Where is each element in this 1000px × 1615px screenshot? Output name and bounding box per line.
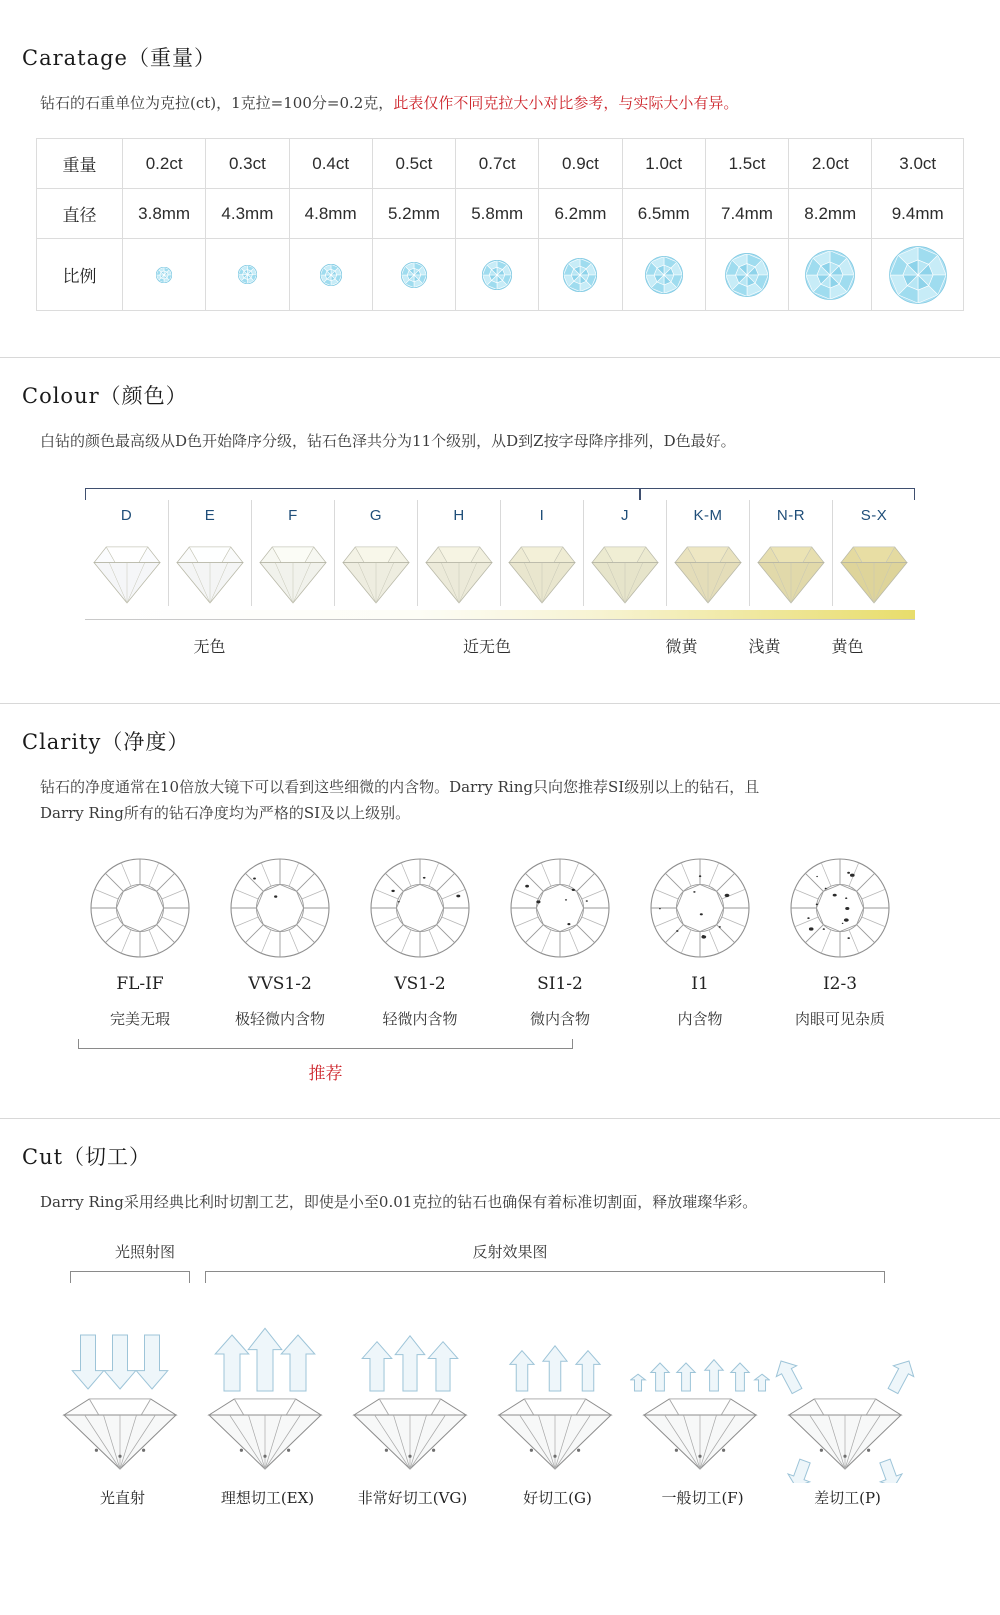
cell-gem-scale [622, 239, 705, 311]
table-row-weight [37, 139, 964, 189]
clarity-name: 内含物 [677, 1010, 723, 1028]
colour-category: 浅黄 [748, 637, 781, 656]
cut-items-row [0, 1287, 1000, 1508]
colour-grade-label: J [621, 507, 629, 524]
cell-diameter: 5.8mm [456, 189, 539, 239]
clarity-item [490, 848, 630, 1029]
caratage-desc-red: 此表仅作不同克拉大小对比参考，与实际大小有异。 [393, 94, 739, 112]
colour-category: 微黄 [665, 637, 698, 656]
diamond-side-icon [833, 528, 915, 606]
cell-gem-scale [539, 239, 622, 311]
cell-gem-scale [872, 239, 964, 311]
caratage-description [0, 82, 1000, 116]
cut-item [195, 1293, 340, 1508]
cell-diameter: 7.4mm [705, 189, 788, 239]
clarity-description [0, 766, 1000, 826]
cut-brace-line-light [70, 1271, 190, 1283]
cell-diameter: 9.4mm [872, 189, 964, 239]
clarity-code: I1 [691, 974, 709, 994]
clarity-item [210, 848, 350, 1029]
cut-diagram-icon [50, 1293, 195, 1483]
cut-item [340, 1293, 485, 1508]
diamond-side-icon [85, 528, 168, 606]
section-title-clarity: Clarity（净度） [0, 703, 1000, 766]
cut-diagram-icon [630, 1293, 775, 1483]
clarity-item [630, 848, 770, 1029]
colour-grade-label: H [453, 507, 465, 524]
cut-description: Darry Ring采用经典比利时切割工艺，即使是小至0.01克拉的钻石也确保有着标准切割面，释放璀璨华彩。 [40, 1193, 758, 1211]
cell-diameter: 4.3mm [206, 189, 289, 239]
colour-grade-cell [85, 500, 168, 606]
cell-diameter: 6.2mm [539, 189, 622, 239]
cell-weight: 1.5ct [705, 139, 788, 189]
clarity-diagram-icon [490, 848, 630, 968]
clarity-name: 轻微内含物 [382, 1010, 458, 1028]
clarity-name: 极轻微内含物 [234, 1010, 325, 1028]
cell-diameter: 5.2mm [372, 189, 455, 239]
section-title-caratage: Caratage（重量） [22, 46, 216, 70]
cell-diameter: 6.5mm [622, 189, 705, 239]
table-row-ratio [37, 239, 964, 311]
cut-caption: 一般切工(F) [661, 1489, 744, 1507]
cell-diameter: 4.8mm [289, 189, 372, 239]
clarity-item [350, 848, 490, 1029]
colour-gradient-bar [85, 610, 915, 620]
clarity-name: 完美无瑕 [109, 1010, 170, 1028]
row-header-ratio: 比例 [37, 239, 123, 311]
colour-brace-colorless [85, 488, 640, 500]
cut-item [630, 1293, 775, 1508]
cell-gem-scale [456, 239, 539, 311]
diamond-side-icon [169, 528, 251, 606]
colour-grade-label: S-X [860, 507, 888, 524]
clarity-diagram-icon [770, 848, 910, 968]
cell-weight: 0.9ct [539, 139, 622, 189]
cut-brace-label-reflection: 反射效果图 [472, 1243, 548, 1261]
clarity-code: VS1-2 [394, 974, 446, 994]
cell-gem-scale [123, 239, 206, 311]
cut-item [485, 1293, 630, 1508]
row-header-weight: 重量 [37, 139, 123, 189]
colour-grade-cell [168, 500, 251, 606]
diamond-top-icon [377, 239, 451, 310]
cut-item [50, 1293, 195, 1508]
diamond-top-icon [876, 239, 959, 310]
cell-gem-scale [789, 239, 872, 311]
colour-grade-cell [666, 500, 749, 606]
clarity-diagram-icon [210, 848, 350, 968]
diamond-top-icon [627, 239, 701, 310]
cut-caption: 理想切工(EX) [220, 1489, 315, 1507]
clarity-code: I2-3 [822, 974, 858, 994]
section-title-cut: Cut（切工） [0, 1118, 1000, 1181]
cut-caption: 光直射 [99, 1489, 145, 1507]
colour-scale [0, 454, 1000, 657]
colour-category: 黄色 [831, 637, 864, 656]
clarity-recommend-label: 推荐 [308, 1064, 343, 1084]
colour-grade-label: D [120, 507, 133, 524]
cell-gem-scale [705, 239, 788, 311]
colour-brace-tinted [640, 488, 915, 500]
carat-table-wrap [0, 116, 1000, 311]
cell-gem-scale [289, 239, 372, 311]
clarity-recommend-brace-wrap [0, 1029, 1000, 1049]
clarity-name: 肉眼可见杂质 [794, 1010, 885, 1028]
diamond-side-icon [667, 528, 749, 606]
cell-weight: 0.5ct [372, 139, 455, 189]
cell-weight: 0.4ct [289, 139, 372, 189]
colour-grade-label: K-M [693, 507, 723, 524]
colour-grade-cell [251, 500, 334, 606]
clarity-desc-line2: Darry Ring所有的钻石净度均为严格的SI及以上级别。 [40, 804, 411, 822]
clarity-code: FL-IF [116, 974, 164, 994]
cell-diameter: 8.2mm [789, 189, 872, 239]
diamond-top-icon [543, 239, 617, 310]
clarity-name: 微内含物 [529, 1010, 590, 1028]
cut-item [775, 1293, 920, 1508]
clarity-diagram-icon [350, 848, 490, 968]
clarity-code: SI1-2 [537, 974, 583, 994]
cell-weight: 0.2ct [123, 139, 206, 189]
colour-category: 无色 [193, 637, 226, 656]
section-title-colour: Colour（颜色） [0, 357, 1000, 420]
cut-brace-line-reflection [205, 1271, 885, 1283]
colour-brace-row [85, 488, 915, 500]
cut-diagram-icon [340, 1293, 485, 1483]
cut-caption: 好切工(G) [523, 1489, 592, 1507]
diamond-top-icon [210, 239, 284, 310]
diamond-top-icon [793, 239, 867, 310]
clarity-item [770, 848, 910, 1029]
cell-weight: 2.0ct [789, 139, 872, 189]
cell-weight: 0.7ct [456, 139, 539, 189]
colour-grade-cell [832, 500, 915, 606]
cell-gem-scale [206, 239, 289, 311]
diamond-top-icon [127, 239, 201, 310]
colour-category: 近无色 [462, 637, 511, 656]
cut-caption: 差切工(P) [814, 1489, 881, 1507]
cut-brace-label-light: 光照射图 [114, 1243, 175, 1261]
cut-diagram-icon [485, 1293, 630, 1483]
caratage-desc-black: 钻石的石重单位为克拉(ct)，1克拉=100分=0.2克， [40, 94, 394, 112]
cut-brace-area [0, 1241, 1000, 1287]
diamond-top-icon [294, 239, 368, 310]
cell-weight: 0.3ct [206, 139, 289, 189]
colour-grade-label: E [204, 507, 216, 524]
diamond-side-icon [584, 528, 666, 606]
diamond-side-icon [418, 528, 500, 606]
colour-grade-cell [334, 500, 417, 606]
colour-grade-label: F [288, 507, 298, 524]
colour-grade-label: N-R [776, 507, 806, 524]
colour-grade-cell [749, 500, 832, 606]
cell-gem-scale [372, 239, 455, 311]
cell-diameter: 3.8mm [123, 189, 206, 239]
cell-weight: 3.0ct [872, 139, 964, 189]
clarity-items-row [0, 826, 1000, 1029]
cut-caption: 非常好切工(VG) [357, 1489, 468, 1507]
carat-table [36, 138, 964, 311]
diamond-top-icon [460, 239, 534, 310]
clarity-recommend-brace [78, 1039, 573, 1049]
colour-grade-cell [583, 500, 666, 606]
colour-grade-label: G [369, 507, 383, 524]
diamond-top-icon [710, 239, 784, 310]
colour-grade-cell [500, 500, 583, 606]
clarity-diagram-icon [70, 848, 210, 968]
diamond-side-icon [335, 528, 417, 606]
clarity-code: VVS1-2 [248, 974, 312, 994]
clarity-desc-line1: 钻石的净度通常在10倍放大镜下可以看到这些细微的内含物。Darry Ring只向您推荐SI级别以上的钻石，且 [40, 778, 760, 796]
cut-diagram-icon [775, 1293, 920, 1483]
colour-grade-label: I [539, 507, 545, 524]
cut-diagram-icon [195, 1293, 340, 1483]
cell-weight: 1.0ct [622, 139, 705, 189]
clarity-item [70, 848, 210, 1029]
colour-grade-row [85, 500, 915, 606]
diamond-side-icon [750, 528, 832, 606]
colour-grade-cell [417, 500, 500, 606]
row-header-diameter: 直径 [37, 189, 123, 239]
clarity-diagram-icon [630, 848, 770, 968]
colour-description: 白钻的颜色最高级从D色开始降序分级，钻石色泽共分为11个级别，从D到Z按字母降序排列，D色最好。 [40, 432, 736, 450]
colour-category-row [85, 634, 915, 657]
diamond-side-icon [501, 528, 583, 606]
table-row-diameter [37, 189, 964, 239]
diamond-side-icon [252, 528, 334, 606]
